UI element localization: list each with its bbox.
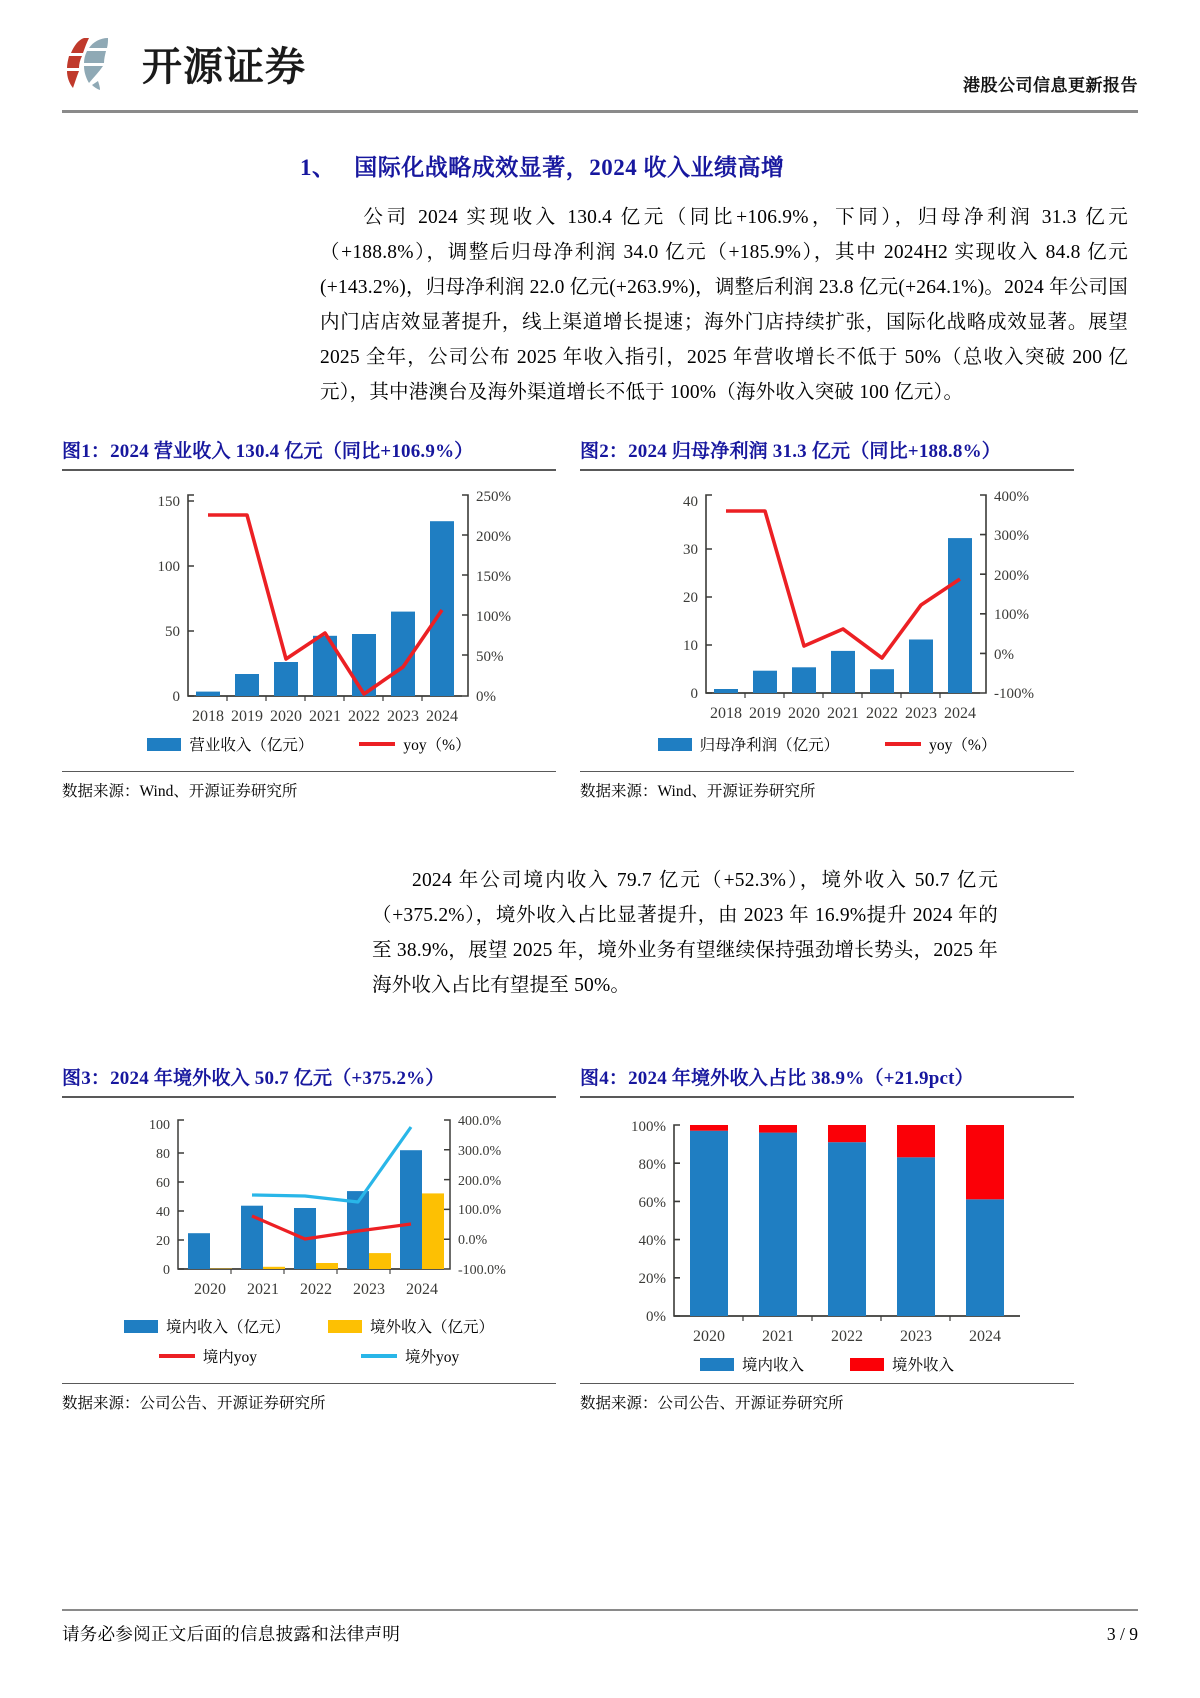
svg-text:2021: 2021	[247, 1281, 279, 1298]
page-footer	[62, 1609, 1138, 1646]
svg-text:2022: 2022	[348, 708, 380, 725]
page-content	[62, 149, 1138, 1413]
figure-row-2	[62, 1063, 1138, 1413]
svg-text:2021: 2021	[762, 1328, 794, 1343]
svg-text:-100%: -100%	[994, 686, 1034, 702]
legend-item-domestic-yoy	[159, 1345, 257, 1367]
svg-text:100%: 100%	[631, 1119, 666, 1135]
report-type-label: 港股公司信息更新报告	[963, 76, 1138, 95]
legend-item-revenue	[147, 733, 313, 755]
legend-item-overseas-revenue	[328, 1315, 494, 1337]
svg-text:0.0%: 0.0%	[458, 1233, 488, 1248]
svg-text:0%: 0%	[646, 1309, 666, 1325]
section-title-text: 国际化战略成效显著，2024 收入业绩高增	[354, 155, 785, 180]
svg-text:0: 0	[163, 1263, 170, 1278]
legend-label-net-profit: 归母净利润（亿元）	[699, 737, 840, 754]
figure-3-legend-row-2	[62, 1345, 556, 1367]
page-header	[62, 0, 1138, 110]
svg-text:250%: 250%	[476, 489, 511, 505]
figure-3-source: 数据来源：公司公告、开源证券研究所	[62, 1383, 556, 1413]
legend-label-revenue: 营业收入（亿元）	[189, 737, 314, 754]
legend-item-domestic-revenue	[700, 1353, 804, 1375]
figure-2-plot	[580, 481, 1074, 731]
svg-text:300.0%: 300.0%	[458, 1144, 502, 1159]
figure-2	[580, 436, 1074, 801]
svg-text:0%: 0%	[994, 647, 1014, 663]
svg-text:50: 50	[165, 624, 180, 640]
footer-disclaimer: 请务必参阅正文后面的信息披露和法律声明	[62, 1624, 401, 1644]
legend-bar-swatch-icon	[147, 738, 181, 751]
figure-4-legend	[580, 1353, 1074, 1375]
svg-text:100: 100	[157, 559, 180, 575]
figure-2-source: 数据来源：Wind、开源证券研究所	[580, 771, 1074, 801]
figure-4-chart	[580, 1098, 1074, 1383]
legend-label-domestic-revenue: 境内收入（亿元）	[165, 1319, 290, 1336]
svg-text:2024: 2024	[969, 1328, 1001, 1343]
svg-text:60%: 60%	[638, 1195, 666, 1211]
svg-text:400%: 400%	[994, 489, 1029, 505]
svg-text:100%: 100%	[476, 609, 511, 625]
legend-item-yoy	[885, 733, 996, 755]
brand-logo	[62, 34, 306, 110]
figure-1-legend	[62, 733, 556, 755]
figure-2-bars	[714, 538, 972, 693]
figure-3-overseas-yoy-line	[252, 1127, 411, 1202]
paragraph-2: 2024 年公司境内收入 79.7 亿元（+52.3%），境外收入 50.7 亿元（+375.2%），境外收入占比显著提升，由 2023 年 16.9%提升 2024 年的至 38.9%，展望 2025 年，境外业务有望继续保持强劲增长势头，2025 年海外收入占比有望提至 50%。	[372, 870, 998, 996]
legend-bar-swatch-icon	[328, 1320, 362, 1333]
page-number: 3 / 9	[1106, 1624, 1138, 1644]
svg-text:2023: 2023	[900, 1328, 932, 1343]
svg-text:2020: 2020	[270, 708, 302, 725]
legend-item-net-profit	[658, 733, 840, 755]
svg-text:40%: 40%	[638, 1233, 666, 1249]
figure-4	[580, 1063, 1074, 1413]
svg-text:2022: 2022	[866, 705, 898, 722]
legend-item-overseas-revenue	[850, 1353, 954, 1375]
figure-4-title: 图4：2024 年境外收入占比 38.9%（+21.9pct）	[580, 1068, 974, 1089]
figure-3	[62, 1063, 556, 1413]
svg-text:100: 100	[149, 1118, 170, 1133]
svg-text:2018: 2018	[192, 708, 224, 725]
legend-line-swatch-icon	[885, 742, 921, 746]
svg-text:200%: 200%	[476, 529, 511, 545]
brand-name: 开源证券	[142, 44, 306, 89]
svg-text:40: 40	[683, 494, 698, 510]
svg-text:30: 30	[683, 542, 698, 558]
legend-label-overseas-revenue: 境外收入（亿元）	[370, 1319, 495, 1336]
figure-1-source: 数据来源：Wind、开源证券研究所	[62, 771, 556, 801]
figure-2-yoy-line	[726, 511, 960, 658]
figure-row-1	[62, 436, 1138, 801]
figure-1-title: 图1：2024 营业收入 130.4 亿元（同比+106.9%）	[62, 441, 474, 462]
svg-text:10: 10	[683, 638, 698, 654]
svg-text:2020: 2020	[788, 705, 820, 722]
svg-text:0: 0	[172, 689, 180, 705]
svg-text:20: 20	[156, 1234, 170, 1249]
svg-text:2021: 2021	[827, 705, 859, 722]
svg-text:0%: 0%	[476, 689, 496, 705]
svg-text:2022: 2022	[831, 1328, 863, 1343]
svg-text:100%: 100%	[994, 607, 1029, 623]
figure-3-title: 图3：2024 年境外收入 50.7 亿元（+375.2%）	[62, 1068, 445, 1089]
svg-text:2020: 2020	[693, 1328, 725, 1343]
svg-text:2018: 2018	[710, 705, 742, 722]
svg-text:20: 20	[683, 590, 698, 606]
figure-3-plot	[62, 1108, 556, 1313]
svg-text:400.0%: 400.0%	[458, 1114, 502, 1129]
svg-text:50%: 50%	[476, 649, 504, 665]
svg-text:200%: 200%	[994, 568, 1029, 584]
figure-3-chart	[62, 1098, 556, 1383]
legend-bar-swatch-icon	[700, 1358, 734, 1371]
svg-text:2022: 2022	[300, 1281, 332, 1298]
svg-text:60: 60	[156, 1176, 170, 1191]
figure-1	[62, 436, 556, 801]
legend-label-yoy: yoy（%）	[403, 737, 471, 754]
svg-text:2023: 2023	[905, 705, 937, 722]
svg-text:2024: 2024	[406, 1281, 438, 1298]
legend-label-domestic-revenue: 境内收入	[741, 1357, 804, 1374]
legend-bar-swatch-icon	[124, 1320, 158, 1333]
svg-text:200.0%: 200.0%	[458, 1174, 502, 1189]
svg-text:2023: 2023	[353, 1281, 385, 1298]
figure-1-bars	[196, 521, 454, 696]
svg-text:150: 150	[157, 494, 180, 510]
figure-3-domestic-bars	[188, 1150, 422, 1269]
legend-line-swatch-icon	[159, 1354, 195, 1358]
svg-text:150%: 150%	[476, 569, 511, 585]
svg-text:2024: 2024	[426, 708, 458, 725]
legend-label-yoy: yoy（%）	[929, 737, 997, 754]
section-heading	[300, 149, 1138, 182]
legend-line-swatch-icon	[359, 742, 395, 746]
legend-item-domestic-revenue	[124, 1315, 290, 1337]
svg-text:80: 80	[156, 1147, 170, 1162]
svg-text:300%: 300%	[994, 528, 1029, 544]
figure-4-source: 数据来源：公司公告、开源证券研究所	[580, 1383, 1074, 1413]
svg-text:20%: 20%	[638, 1271, 666, 1287]
figure-2-title: 图2：2024 归母净利润 31.3 亿元（同比+188.8%）	[580, 441, 1001, 462]
legend-item-yoy	[359, 733, 470, 755]
figure-4-stacked-bars	[690, 1125, 1004, 1316]
legend-label-overseas-revenue: 境外收入	[892, 1357, 955, 1374]
svg-text:2020: 2020	[194, 1281, 226, 1298]
figure-4-plot	[580, 1108, 1074, 1343]
open-source-securities-logo-icon	[62, 34, 128, 92]
legend-item-overseas-yoy	[361, 1345, 459, 1367]
figure-1-plot	[62, 481, 556, 731]
svg-text:40: 40	[156, 1205, 170, 1220]
legend-bar-swatch-icon	[850, 1358, 884, 1371]
svg-text:2024: 2024	[944, 705, 976, 722]
figure-2-legend	[580, 733, 1074, 755]
section-number: 1、	[300, 155, 336, 180]
legend-bar-swatch-icon	[658, 738, 692, 751]
svg-text:0: 0	[690, 686, 698, 702]
figure-1-chart	[62, 471, 556, 771]
svg-text:80%: 80%	[638, 1157, 666, 1173]
figure-3-legend-row-1	[62, 1315, 556, 1337]
legend-line-swatch-icon	[361, 1354, 397, 1358]
svg-text:100.0%: 100.0%	[458, 1203, 502, 1218]
figure-3-domestic-yoy-line	[252, 1216, 411, 1239]
legend-label-domestic-yoy: 境内yoy	[202, 1349, 257, 1366]
svg-text:2019: 2019	[231, 708, 263, 725]
footer-divider	[62, 1609, 1138, 1611]
svg-text:-100.0%: -100.0%	[458, 1263, 506, 1278]
svg-text:2023: 2023	[387, 708, 419, 725]
header-divider	[62, 110, 1138, 113]
legend-label-overseas-yoy: 境外yoy	[405, 1349, 460, 1366]
svg-text:2019: 2019	[749, 705, 781, 722]
svg-text:2021: 2021	[309, 708, 341, 725]
figure-2-chart	[580, 471, 1074, 771]
paragraph-1: 公司 2024 实现收入 130.4 亿元（同比+106.9%，下同），归母净利润 31.3 亿元（+188.8%），调整后归母净利润 34.0 亿元（+185.9%），其中 2024H2 实现收入 84.8 亿元(+143.2%)，归母净利润 22.0 亿元(+263.9%)，调整后利润 23.8 亿元(+264.1%)。2024 年公司国内门店店效显著提升，线上渠道增长提速；海外门店持续扩张，国际化战略成效显著。展望 2025 全年，公司公布 2025 年收入指引，2025 年营收增长不低于 50%（总收入突破 200 亿元），其中港澳台及海外渠道增长不低于 100%（海外收入突破 100 亿元）。	[320, 207, 1128, 403]
